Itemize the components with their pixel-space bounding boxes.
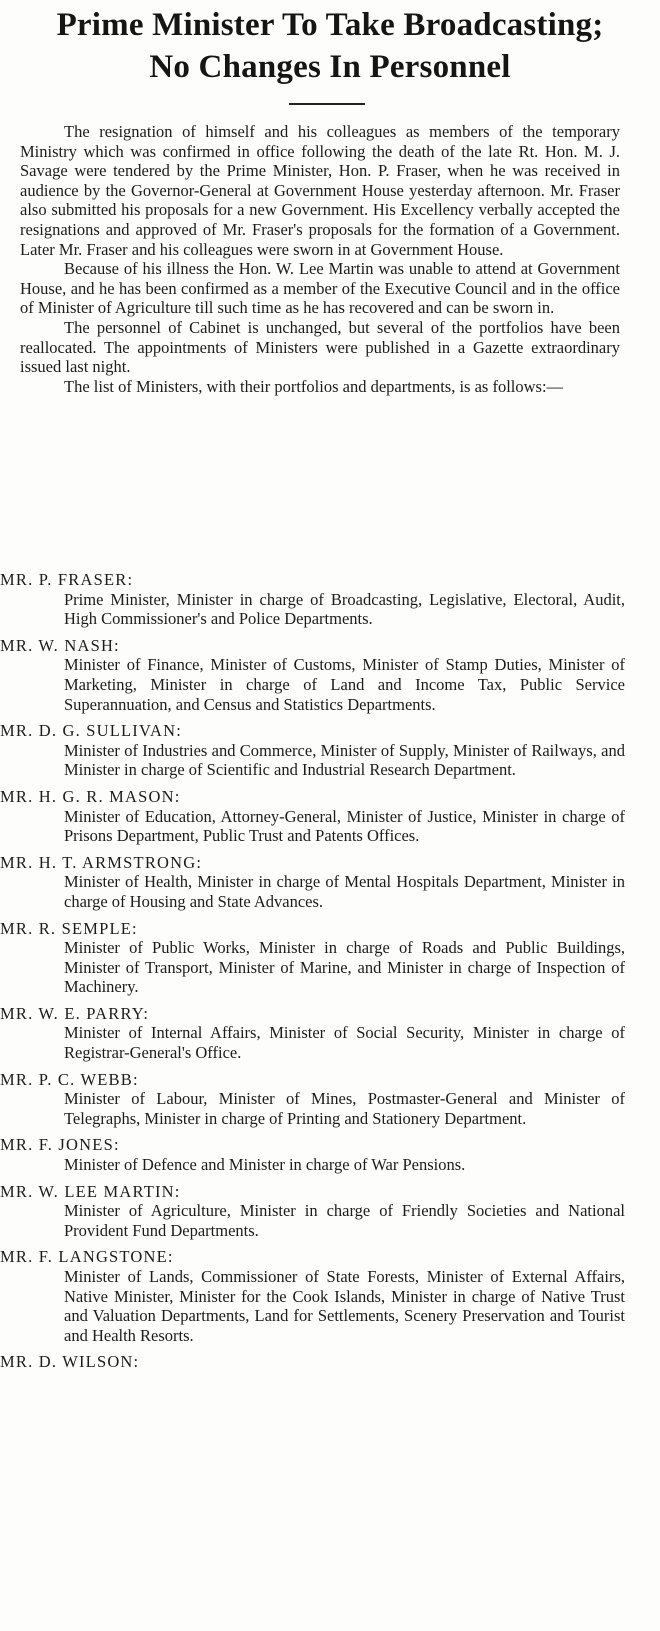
minister-name: MR. H. G. R. MASON:: [0, 786, 181, 806]
minister-name: MR. F. LANGSTONE:: [0, 1247, 174, 1267]
minister-entry: [0, 1247, 625, 1345]
headline: [0, 4, 660, 88]
minister-portfolio: Minister of Finance, Minister of Customs, Minister of Stamp Duties, Minister of Marketing, Minister in charge of Land and Income Tax, Public Service Superannuation, and Census and Statistics Departments.: [64, 655, 625, 714]
minister-portfolio: Minister of Health, Minister in charge of Mental Hospitals Department, Minister in charge of Housing and State Advances.: [64, 872, 625, 911]
minister-entry: [0, 1182, 625, 1241]
minister-entry: [0, 787, 625, 846]
minister-entry: [0, 919, 625, 997]
minister-entry: [0, 1004, 625, 1063]
minister-name: MR. H. T. ARMSTRONG:: [0, 852, 203, 872]
headline-divider: [289, 103, 365, 105]
minister-entry: [0, 1135, 625, 1174]
minister-entry: [0, 721, 625, 780]
minister-entry: [0, 1352, 625, 1372]
minister-portfolio: Minister of Labour, Minister of Mines, Postmaster-General and Minister of Telegraphs, Minister in charge of Printing and Stationery Department.: [64, 1089, 625, 1128]
minister-entry: [0, 1070, 625, 1129]
minister-portfolio: Minister of Agriculture, Minister in charge of Friendly Societies and National Provident Fund Departments.: [64, 1201, 625, 1240]
minister-name: MR. F. JONES:: [0, 1135, 120, 1155]
minister-name: MR. P. FRASER:: [0, 570, 134, 589]
paragraph-lee-martin: Because of his illness the Hon. W. Lee Martin was unable to attend at Government House, and he has been confirmed as a member of the Executive Council and in the office of Minister of Agriculture till such time as he has recovered and can be sworn in.: [20, 259, 620, 318]
minister-name: MR. D. G. SULLIVAN:: [0, 721, 183, 741]
minister-entry: [0, 636, 625, 714]
minister-portfolio: Minister of Education, Attorney-General, Minister of Justice, Minister in charge of Prisons Department, Public Trust and Patents Offices.: [64, 806, 625, 846]
minister-portfolio: Minister of Industries and Commerce, Minister of Supply, Minister of Railways, and Minister in charge of Scientific and Industrial Research Department.: [64, 740, 625, 780]
minister-name: MR. W. LEE MARTIN:: [0, 1181, 181, 1201]
minister-name: MR. R. SEMPLE:: [0, 918, 138, 938]
paragraph-resignation: The resignation of himself and his colleagues as members of the temporary Ministry which was confirmed in office following the death of the late Rt. Hon. M. J. Savage were tendered by the Prime Minister, Hon. P. Fraser, when he was received in audience by the Governor-General at Government House yesterday afternoon. Mr. Fraser also submitted his proposals for a new Government. His Excellency verbally accepted the resignations and approved of Mr. Fraser's proposals for the formation of a Government. Later Mr. Fraser and his colleagues were sworn in at Government House.: [20, 122, 620, 259]
minister-portfolio: Prime Minister, Minister in charge of Broadcasting, Legislative, Electoral, Audit, High Commissioner's and Police Departments.: [64, 589, 625, 629]
ministers-list: [0, 570, 625, 1379]
minister-name: MR. P. C. WEBB:: [0, 1069, 139, 1089]
article-body: [20, 122, 620, 396]
minister-portfolio: Minister of Lands, Commissioner of State Forests, Minister of External Affairs, Native Minister, Minister for the Cook Islands, Minister in charge of Native Trust and Valuation Departments, Land for Settlements, Scenery Preservation and Tourist and Health Resorts.: [64, 1267, 625, 1345]
minister-portfolio: Minister of Public Works, Minister in charge of Roads and Public Buildings, Minister of Transport, Minister of Marine, and Minister in charge of Inspection of Machinery.: [64, 938, 625, 997]
minister-portfolio: Minister of Defence and Minister in charge of War Pensions.: [64, 1155, 466, 1175]
minister-name: MR. D. WILSON:: [0, 1352, 140, 1372]
minister-name: MR. W. E. PARRY:: [0, 1003, 150, 1023]
headline-line-1: Prime Minister To Take Broadcasting;: [56, 7, 604, 43]
paragraph-list-intro: The list of Ministers, with their portfolios and departments, is as follows:—: [64, 376, 564, 396]
minister-entry: [0, 853, 625, 912]
headline-line-2: No Changes In Personnel: [149, 49, 511, 85]
minister-portfolio: Minister of Internal Affairs, Minister of Social Security, Minister in charge of Registrar-General's Office.: [64, 1023, 625, 1063]
minister-name: MR. W. NASH:: [0, 635, 120, 655]
paragraph-personnel: The personnel of Cabinet is unchanged, but several of the portfolios have been reallocated. The appointments of Ministers were published in a Gazette extraordinary issued last night.: [20, 317, 620, 377]
minister-entry: [0, 570, 625, 629]
